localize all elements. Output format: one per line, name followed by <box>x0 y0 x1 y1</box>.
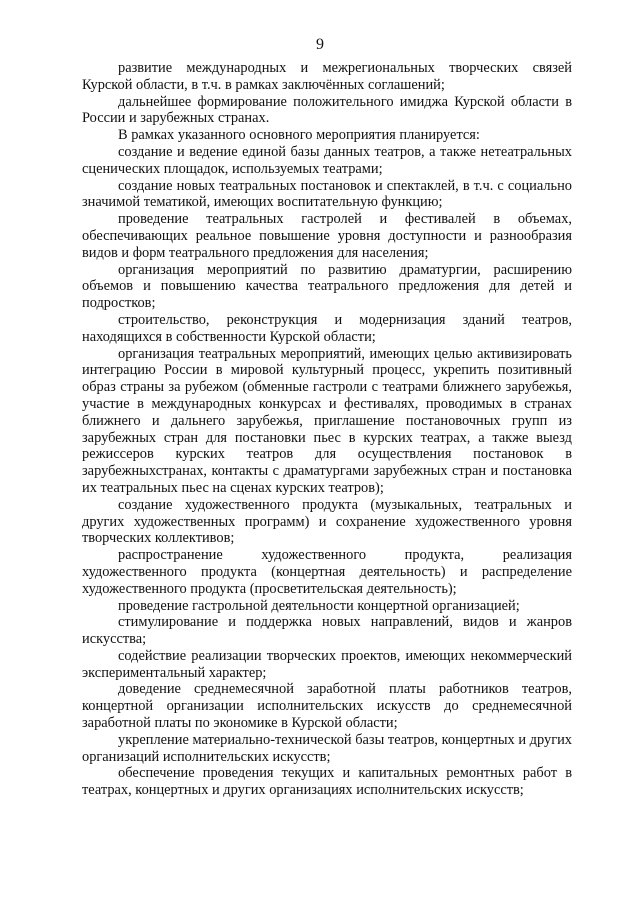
paragraph: проведение театральных гастролей и фестивалей в объемах, обеспечивающих реальное повышение уровня доступности и разнообразия видов и форм театрального предложения для населения; <box>82 211 572 261</box>
paragraph: создание художественного продукта (музыкальных, театральных и других художественных программ) и сохранение художественного уровня творческих коллективов; <box>82 496 572 547</box>
paragraph: строительство, реконструкция и модернизация зданий театров, находящихся в собственности Курской области; <box>82 311 572 345</box>
paragraph: содействие реализации творческих проектов, имеющих некоммерческий экспериментальный характер; <box>82 647 572 681</box>
paragraph: организация мероприятий по развитию драматургии, расширению объемов и повышению качества театрального предложения для детей и подростков; <box>82 261 572 312</box>
paragraph: создание новых театральных постановок и спектаклей, в т.ч. с социально значимой тематикой, имеющих воспитательную функцию; <box>82 177 572 211</box>
paragraph: обеспечение проведения текущих и капитальных ремонтных работ в театрах, концертных и других организациях исполнительских искусств; <box>82 765 572 799</box>
paragraph: В рамках указанного основного мероприятия планируется: <box>118 127 480 144</box>
paragraph: распространение художественного продукта, реализация художественного продукта (концертная деятельность) и распределение художественного продукта (просветительская деятельность); <box>82 547 572 597</box>
paragraph: стимулирование и поддержка новых направлений, видов и жанров искусства; <box>82 614 572 648</box>
paragraph: создание и ведение единой базы данных театров, а также нетеатральных сценических площадок, используемых театрами; <box>82 143 572 177</box>
paragraph: проведение гастрольной деятельности концертной организацией; <box>118 597 520 614</box>
paragraph: дальнейшее формирование положительного имиджа Курской области в России и зарубежных странах. <box>82 93 572 127</box>
body-text <box>82 60 572 799</box>
paragraph: доведение среднемесячной заработной платы работников театров, концертной организации исполнительских искусств до среднемесячной заработной платы по экономике в Курской области; <box>82 681 572 732</box>
paragraph: организация театральных мероприятий, имеющих целью активизировать интеграцию России в мировой культурный процесс, укрепить позитивный образ страны за рубежом (обменные гастроли с театрами ближнего зарубежья, участие в международных конкурсах и фестивалях, проводимых в странах ближнего и дальнего зарубежья, приглашение постановочных групп из зарубежных стран для постановки пьес в курских театрах, а также выезд режиссеров курских театров для осуществления постановок в зарубежныхстранах, контакты с драматургами зарубежных стран и постановка их театральных пьес на сценах курских театров); <box>82 345 572 496</box>
page-number: 9 <box>316 36 324 53</box>
paragraph: развитие международных и межрегиональных творческих связей Курской области, в т.ч. в рамках заключённых соглашений; <box>82 60 572 93</box>
paragraph: укрепление материально-технической базы театров, концертных и других организаций исполнительских искусств; <box>82 731 572 765</box>
